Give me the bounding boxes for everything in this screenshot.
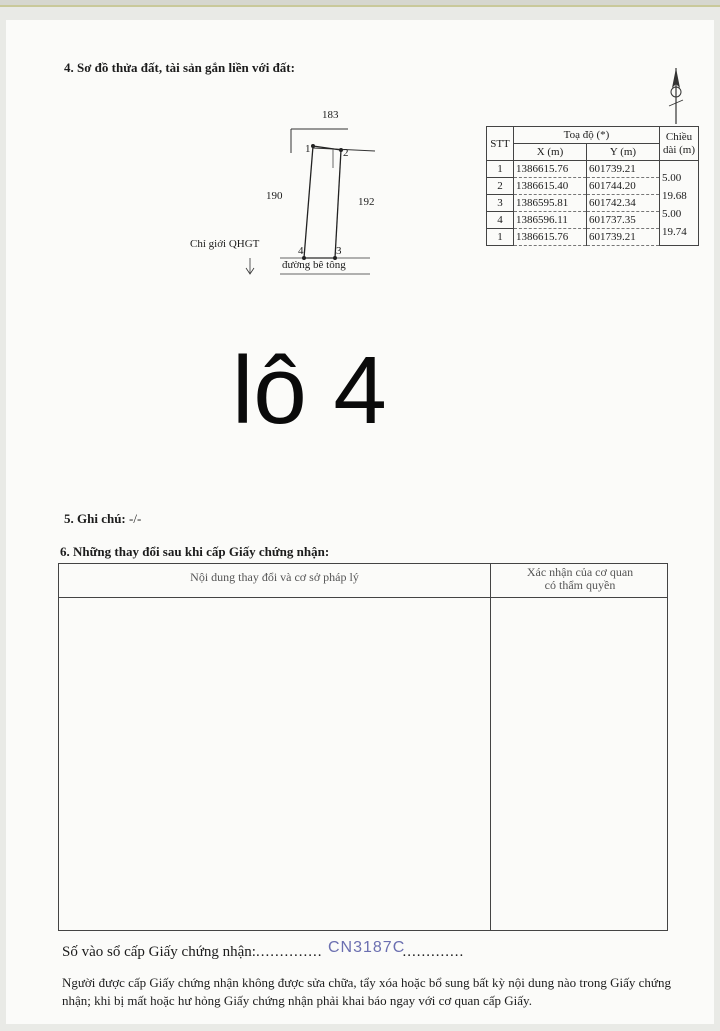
column-divider: [490, 564, 491, 930]
vertex-label-4: 4: [298, 245, 304, 257]
row-stt: 2: [487, 178, 514, 195]
header-stt: STT: [487, 127, 514, 161]
vertex-label-3: 3: [336, 245, 342, 257]
section-5-label: 5. Ghi chú:: [64, 511, 126, 526]
row-stt: 4: [487, 212, 514, 229]
plot-label-top: 183: [322, 109, 339, 121]
changes-col-confirmation: [491, 566, 669, 592]
header-divider: [59, 597, 667, 598]
registration-line: [62, 939, 465, 961]
vertex-label-2: 2: [343, 147, 349, 159]
registration-label: Số vào sổ cấp Giấy chứng nhận:: [62, 944, 256, 960]
header-y: Y (m): [587, 144, 660, 161]
row-stt: 1: [487, 161, 514, 178]
lengths-cell: [660, 161, 699, 246]
row-y: 601737.35: [587, 212, 660, 229]
footer-note: Người được cấp Giấy chứng nhận không được sửa chữa, tẩy xóa hoặc bổ sung bất kỳ nội dung nào trong Giấy chứng nhận; khi bị mất hoặc hư hỏng Giấy chứng nhận phải khai báo ngay với cơ quan cấp Giấy.: [62, 975, 671, 1008]
vertex-1-marker: [311, 144, 315, 148]
row-y: 601739.21: [587, 161, 660, 178]
confirmation-line-2: có thẩm quyền: [544, 578, 616, 592]
row-x: 1386615.76: [514, 229, 587, 246]
plot-label-right: 192: [358, 196, 375, 208]
row-y: 601739.21: [587, 229, 660, 246]
lot-label: lô 4: [232, 337, 387, 444]
row-x: 1386595.81: [514, 195, 587, 212]
row-y: 601742.34: [587, 195, 660, 212]
row-stt: 3: [487, 195, 514, 212]
row-x: 1386615.40: [514, 178, 587, 195]
changes-col-content: Nội dung thay đổi và cơ sở pháp lý: [190, 570, 359, 584]
header-length: Chiều dài (m): [660, 127, 699, 161]
changes-table: [58, 563, 668, 931]
header-x: X (m): [514, 144, 587, 161]
top-edge-line: [0, 5, 720, 7]
row-y: 601744.20: [587, 178, 660, 195]
registration-handwritten-number: CN3187C: [328, 939, 406, 956]
row-x: 1386596.11: [514, 212, 587, 229]
header-coord: Toạ độ (*): [514, 127, 660, 144]
length-value: 5.00: [662, 208, 682, 220]
plot-label-left: 190: [266, 190, 283, 202]
confirmation-line-1: Xác nhận của cơ quan: [526, 565, 634, 579]
plot-label-road: đường bê tông: [282, 259, 346, 271]
plot-label-boundary: Chỉ giới QHGT: [190, 238, 260, 250]
registration-dots: ..............: [255, 944, 323, 960]
north-arrow-icon: [664, 66, 688, 126]
section-6-title: 6. Những thay đổi sau khi cấp Giấy chứng nhận:: [60, 544, 330, 559]
registration-dots-after: .............: [402, 944, 465, 960]
table-row: [487, 161, 699, 178]
length-value: 19.68: [662, 190, 687, 202]
length-value: 19.74: [662, 226, 687, 238]
section-5-value: -/-: [129, 511, 142, 526]
section-4-title: 4. Sơ đồ thửa đất, tài sản gắn liền với đất:: [64, 60, 295, 75]
section-5-title: [64, 511, 141, 527]
length-value: 5.00: [662, 172, 682, 184]
row-stt: 1: [487, 229, 514, 246]
row-x: 1386615.76: [514, 161, 587, 178]
vertex-label-1: 1: [305, 143, 311, 155]
coordinate-table: [486, 126, 699, 246]
